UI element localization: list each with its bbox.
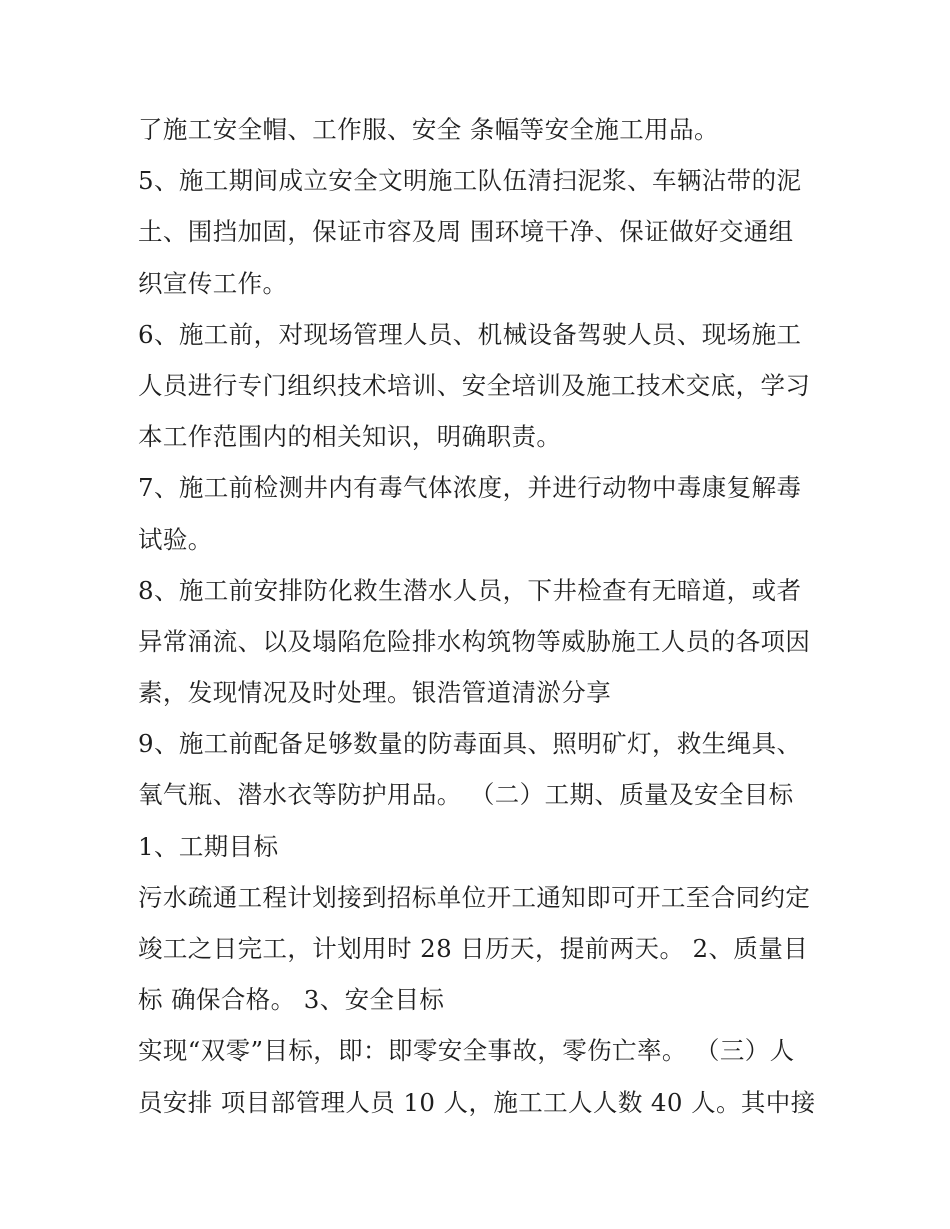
text-line: 素，发现情况及时处理。银浩管道清淤分享 <box>138 678 612 708</box>
text-line: 本工作范围内的相关知识，明确职责。 <box>138 422 562 452</box>
text-line: 5、施工期间成立安全文明施工队伍清扫泥浆、车辆沾带的泥 <box>138 166 802 196</box>
text-line: 竣工之日完工，计划用时 28 日历天，提前两天。 2、质量目 <box>138 934 809 963</box>
text-line: 了施工安全帽、工作服、安全 条幅等安全施工用品。 <box>138 115 719 144</box>
text-line: 9、施工前配备足够数量的防毒面具、照明矿灯，救生绳具、 <box>138 729 802 759</box>
text-line: 实现“双零”目标，即：即零安全事故，零伤亡率。 （三）人 <box>138 1036 795 1066</box>
text-line: 1、工期目标 <box>138 831 279 861</box>
body-text <box>138 108 818 1132</box>
text-line: 试验。 <box>138 524 213 554</box>
text-line: 6、施工前，对现场管理人员、机械设备驾驶人员、现场施工 <box>138 319 802 349</box>
text-line: 8、施工前安排防化救生潜水人员，下井检查有无暗道，或者 <box>138 575 802 605</box>
text-line: 7、施工前检测井内有毒气体浓度，并进行动物中毒康复解毒 <box>138 473 802 503</box>
text-line: 标 确保合格。 3、安全目标 <box>138 985 445 1015</box>
text-line: 氧气瓶、潜水衣等防护用品。 （二）工期、质量及安全目标 <box>138 780 794 810</box>
text-line: 人员进行专门组织技术培训、安全培训及施工技术交底，学习 <box>138 370 811 400</box>
text-line: 土、围挡加固，保证市容及周 围环境干净、保证做好交通组 <box>138 217 794 247</box>
text-line: 织宣传工作。 <box>138 268 288 298</box>
text-line: 异常涌流、以及塌陷危险排水构筑物等威胁施工人员的各项因 <box>138 626 811 656</box>
text-line: 员安排 项目部管理人员 10 人，施工工人人数 40 人。其中接 <box>138 1087 816 1117</box>
text-line: 污水疏通工程计划接到招标单位开工通知即可开工至合同约定 <box>138 882 811 912</box>
